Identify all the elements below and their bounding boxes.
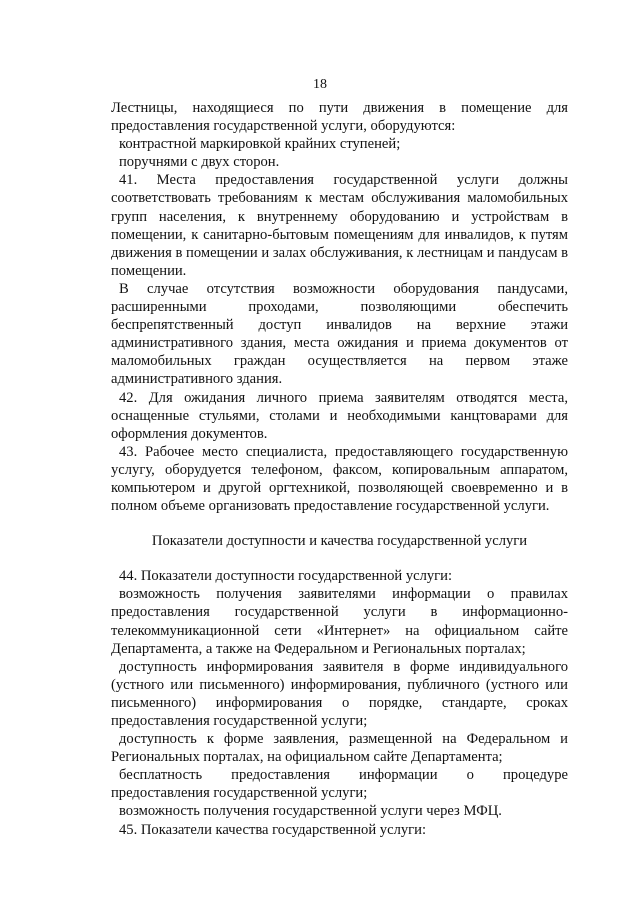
paragraph-info-availability: возможность получения заявителями информации о правилах предоставления государственной услуги в информационно-телекоммуникационной сети «Интернет» на официальном сайте Департамента, а также на Федеральном и Региональных порталах; [111,586,568,657]
document-body [111,99,568,839]
paragraph-41: 41. Места предоставления государственной услуги должны соответствовать требованиям к местам обслуживания маломобильных групп населения, к внутреннему оборудованию и устройствам в помещении, к санитарно-бытовым помещениям для инвалидов, к путям движения в помещении и залах обслуживания, к лестницам и пандусам в помещении. [111,172,568,279]
paragraph-42: 42. Для ожидания личного приема заявителям отводятся места, оснащенные стульями, столами и необходимыми канцтоварами для оформления документов. [111,389,568,442]
paragraph-mfc: возможность получения государственной услуги через МФЦ. [119,803,502,820]
section-heading: Показатели доступности и качества государственной услуги [151,533,528,550]
paragraph-stairs-handrails: поручнями с двух сторон. [119,154,280,171]
paragraph-form-access: доступность к форме заявления, размещенной на Федеральном и Региональных порталах, на официальном сайте Департамента; [111,731,568,766]
paragraph-stairs-intro: Лестницы, находящиеся по пути движения в помещение для предоставления государственной услуги, оборудуются: [111,100,568,135]
paragraph-stairs-marking: контрастной маркировкой крайних ступеней; [119,136,401,153]
paragraph-43: 43. Рабочее место специалиста, предоставляющего государственную услугу, оборудуется телефоном, факсом, копировальным аппаратом, компьютером и другой оргтехникой, позволяющей своевременно и в полном объеме организовать предоставление государственной услуги. [111,443,568,515]
paragraph-45: 45. Показатели качества государственной услуги: [119,821,427,838]
paragraph-informing-access: доступность информирования заявителя в форме индивидуального (устного или письменного) информирования, публичного (устного или письменного) информирования о порядке, стандарте, сроках предоставления государственной услуги; [111,658,568,729]
paragraph-ramps: В случае отсутствия возможности оборудования пандусами, расширенными проходами, позволяющими обеспечить беспрепятственный доступ инвалидов на верхние этажи административного здания, места ожидания и приема документов от маломобильных граждан осуществляется на первом этаже административного здания. [111,280,568,388]
paragraph-free-info: бесплатность предоставления информации о процедуре предоставления государственной услуги; [111,767,568,802]
page-number: 18 [313,77,327,92]
paragraph-44: 44. Показатели доступности государственной услуги: [119,568,453,585]
